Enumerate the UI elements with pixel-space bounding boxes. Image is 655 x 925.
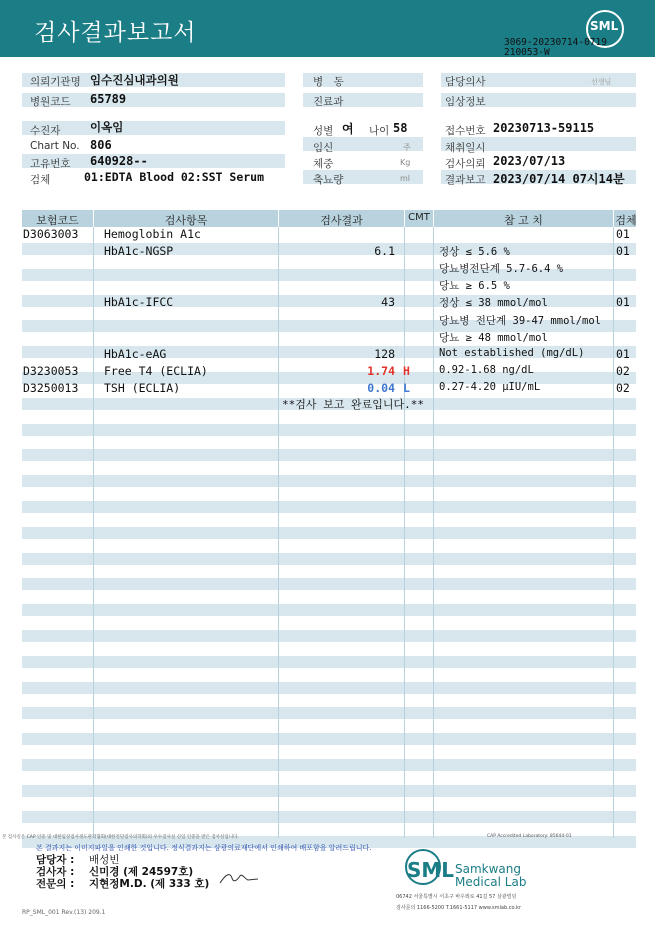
cert-note: 본 검사실은 CAP 인증 및 대한임상검사정도관리협회(대한진단검사의학회)의 우수검사실 신임 인증을 받은 검사실입니다. xyxy=(2,835,239,840)
insurance-code-cell: D3230053 xyxy=(23,363,79,378)
header-cmt: CMT xyxy=(408,212,430,223)
patient-label: 수진자 xyxy=(30,125,61,137)
company-logo-text: SML xyxy=(407,858,455,882)
row-band xyxy=(22,553,636,565)
document-id-line1: 3069-20230714-0719 xyxy=(504,37,607,48)
header-test-item: 검사항목 xyxy=(164,214,208,227)
row-band xyxy=(22,578,636,590)
sex-label: 성별 xyxy=(313,125,334,137)
result-cell: 6.1 xyxy=(374,244,395,259)
reference-cell: 0.27-4.20 μIU/mL xyxy=(439,380,541,393)
cap-note: CAP Accredited Laboratory: 85644-01 xyxy=(487,834,572,839)
info-bar xyxy=(22,121,285,135)
header-specimen: 검체 xyxy=(615,214,637,227)
form-code: RP_SML_001 Rev.(13) 209.1 xyxy=(22,909,106,916)
column-divider xyxy=(433,227,434,838)
company-name xyxy=(455,863,526,889)
weight-label: 체중 xyxy=(313,158,334,170)
reference-cell: 당뇨병 전단계 39-47 mmol/mol xyxy=(439,314,602,327)
signature-icon xyxy=(218,870,260,886)
row-band xyxy=(22,424,636,436)
insurance-code-cell: D3250013 xyxy=(23,380,79,395)
result-cell: 43 xyxy=(381,295,395,310)
row-band xyxy=(22,449,636,461)
id-label: 고유번호 xyxy=(30,158,71,170)
print-notice: 본 결과지는 이미지파일을 인쇄한 것입니다. 정식결과지는 삼광의료재단에서 인쇄하여 배포함을 알려드립니다. xyxy=(36,844,372,852)
row-band xyxy=(22,811,636,823)
header-reference: 참 고 치 xyxy=(504,214,543,227)
row-band xyxy=(22,630,636,642)
reference-cell: Not established (mg/dL) xyxy=(439,346,585,359)
report-label: 결과보고 xyxy=(445,174,486,186)
dept-label: 진료과 xyxy=(313,96,344,108)
test-item-cell: TSH (ECLIA) xyxy=(104,380,181,395)
header-result: 검사결과 xyxy=(320,214,363,227)
report-title: 검사결과보고서 xyxy=(34,20,197,46)
age-label: 나이 xyxy=(369,125,390,137)
patient-value: 이옥임 xyxy=(90,120,124,134)
doctor-label: 담당의사 xyxy=(445,76,486,88)
reference-cell: 당뇨 ≥ 6.5 % xyxy=(439,280,510,293)
staff-label: 담당자 : xyxy=(36,854,75,866)
report-value: 2023/07/14 07시14분 xyxy=(493,172,625,186)
specialist-label: 전문의 : xyxy=(36,878,75,890)
row-band xyxy=(22,475,636,487)
collection-label: 채취일시 xyxy=(445,142,486,154)
clinical-label: 임상정보 xyxy=(445,96,486,108)
flag-cell: L xyxy=(403,380,410,395)
insurance-code-cell: D3063003 xyxy=(23,227,79,241)
staff-value: 배성빈 xyxy=(89,854,120,866)
chart-value: 806 xyxy=(90,138,112,152)
column-divider xyxy=(93,227,94,838)
document-id-line2: 210053-W xyxy=(504,47,550,58)
id-value: 640928-- xyxy=(90,154,148,168)
accession-label: 접수번호 xyxy=(445,125,486,137)
hospital-code-value: 65789 xyxy=(90,92,127,106)
specimen-cell: 01 xyxy=(616,295,630,310)
ward-label: 병 동 xyxy=(313,76,344,88)
column-divider xyxy=(278,227,279,838)
request-value: 2023/07/13 xyxy=(493,154,566,168)
test-item-cell: HbA1c-IFCC xyxy=(104,295,174,310)
specimen-cell: 02 xyxy=(616,363,630,378)
test-item-cell: Hemoglobin A1c xyxy=(104,227,201,241)
specimen-cell: 01 xyxy=(616,346,630,361)
hospital-code-label: 병원코드 xyxy=(30,96,71,108)
test-item-cell: HbA1c-eAG xyxy=(104,346,167,361)
test-item-cell: HbA1c-NGSP xyxy=(104,244,174,259)
company-contact: 검사문의 1166-5200 T.1661-5117 www.smlab.co.kr xyxy=(396,905,521,911)
company-address: 06742 서울특별시 서초구 바우뫼로 41길 57 삼광빌딩 xyxy=(396,894,517,900)
row-band xyxy=(22,527,636,539)
pregnancy-label: 임신 xyxy=(313,142,334,154)
sex-value: 여 xyxy=(342,122,354,136)
end-note: **검사 보고 완료입니다.** xyxy=(282,398,424,411)
row-band xyxy=(22,759,636,771)
request-label: 검사의뢰 xyxy=(445,158,486,170)
urine-label: 축뇨량 xyxy=(313,174,344,186)
row-band xyxy=(22,682,636,694)
tester-value: 신미경 (제 24597호) xyxy=(89,866,194,878)
pregnancy-unit: 주 xyxy=(403,143,411,152)
company-name-line2: Medical Lab xyxy=(455,875,527,889)
weight-unit: Kg xyxy=(400,158,411,167)
specimen-value: 01:EDTA Blood 02:SST Serum xyxy=(84,170,265,184)
specimen-label: 검체 xyxy=(30,174,51,186)
header-insurance-code: 보험코드 xyxy=(36,214,79,227)
specialist-value: 지현정M.D. (제 333 호) xyxy=(89,878,210,890)
sml-logo-text: SML xyxy=(590,19,619,33)
company-name-line1: Samkwang xyxy=(455,862,521,876)
reference-cell: 정상 ≤ 5.6 % xyxy=(439,246,510,259)
specimen-cell: 01 xyxy=(616,244,630,259)
result-cell: 1.74 xyxy=(367,363,395,378)
row-band xyxy=(22,604,636,616)
result-cell: 128 xyxy=(374,346,395,361)
flag-cell: H xyxy=(403,363,410,378)
doctor-suffix: 선생님 xyxy=(591,78,612,86)
row-band xyxy=(22,785,636,797)
row-band xyxy=(22,501,636,513)
specimen-cell: 01 xyxy=(616,227,630,241)
result-cell: 0.04 xyxy=(367,380,395,395)
document-id xyxy=(504,38,607,58)
test-item-cell: Free T4 (ECLIA) xyxy=(104,363,208,378)
column-divider xyxy=(613,227,614,838)
column-divider xyxy=(404,227,405,838)
accession-value: 20230713-59115 xyxy=(493,121,595,135)
reference-cell: 당뇨병전단계 5.7-6.4 % xyxy=(439,263,564,276)
tester-label: 검사자 : xyxy=(36,866,75,878)
specimen-cell: 02 xyxy=(616,380,630,395)
urine-unit: ml xyxy=(400,174,411,183)
row-band xyxy=(22,733,636,745)
row-band xyxy=(22,707,636,719)
reference-cell: 정상 ≤ 38 mmol/mol xyxy=(439,297,548,310)
row-band xyxy=(22,656,636,668)
reference-cell: 0.92-1.68 ng/dL xyxy=(439,363,534,376)
reference-cell: 당뇨 ≥ 48 mmol/mol xyxy=(439,331,548,344)
age-value: 58 xyxy=(393,121,408,135)
chart-label: Chart No. xyxy=(30,140,80,152)
institution-value: 임수진심내과의원 xyxy=(90,73,179,87)
institution-label: 의뢰기관명 xyxy=(30,76,81,88)
